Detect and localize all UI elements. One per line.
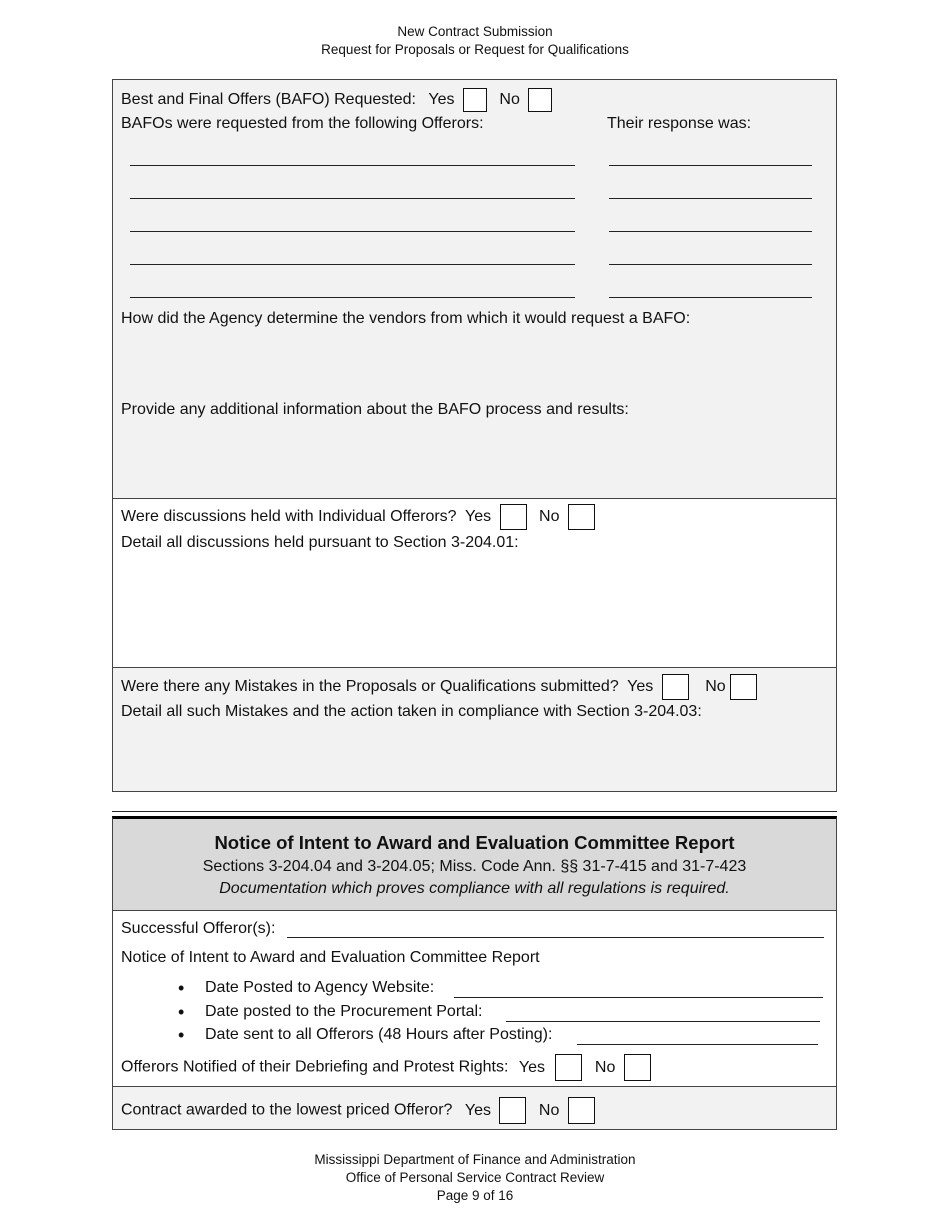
offeror-line-4[interactable] bbox=[130, 264, 575, 265]
notified-no-label: No bbox=[594, 1058, 616, 1076]
mistakes-detail: Detail all such Mistakes and the action taken in compliance with Section 3-204.03: bbox=[121, 703, 702, 720]
notified-yes-checkbox[interactable] bbox=[555, 1054, 582, 1081]
discussions-yes-label: Yes bbox=[465, 508, 492, 526]
bullet-dot: • bbox=[178, 1002, 185, 1022]
offeror-line-5[interactable] bbox=[130, 297, 575, 298]
bullet-text: Date sent to all Offerors (48 Hours after Posting): bbox=[205, 1026, 553, 1043]
bafo-section bbox=[112, 79, 837, 499]
discussions-question: Were discussions held with Individual Offerors? bbox=[121, 508, 457, 526]
offeror-line-3[interactable] bbox=[130, 231, 575, 232]
lowest-yes-checkbox[interactable] bbox=[499, 1097, 526, 1124]
header-line-1: New Contract Submission bbox=[397, 24, 553, 39]
discussions-yes-checkbox[interactable] bbox=[500, 504, 527, 530]
bullet-item-offerors bbox=[178, 1025, 553, 1045]
bafo-additional-question: Provide any additional information about the BAFO process and results: bbox=[121, 401, 629, 418]
bafo-requested-label: Best and Final Offers (BAFO) Requested: bbox=[121, 91, 416, 109]
bullet-text: Date posted to the Procurement Portal: bbox=[205, 1003, 483, 1020]
lowest-yes-label: Yes bbox=[464, 1101, 491, 1119]
offeror-line-2[interactable] bbox=[130, 198, 575, 199]
footer-line-1: Mississippi Department of Finance and Administration bbox=[314, 1152, 636, 1167]
offeror-line-1[interactable] bbox=[130, 165, 575, 166]
bullet-item-website bbox=[178, 978, 435, 998]
bullet-item-portal bbox=[178, 1002, 483, 1022]
footer-line-2: Office of Personal Service Contract Review bbox=[345, 1170, 605, 1185]
bullet-text: Date Posted to Agency Website: bbox=[205, 979, 435, 996]
bafo-no-label: No bbox=[499, 91, 520, 109]
lowest-price-question: Contract awarded to the lowest priced Offeror? bbox=[121, 1101, 453, 1119]
lowest-no-checkbox[interactable] bbox=[568, 1097, 595, 1124]
notified-label: Offerors Notified of their Debriefing and Protest Rights: bbox=[121, 1058, 509, 1076]
discussions-section bbox=[112, 498, 837, 668]
notice-title-box bbox=[112, 816, 837, 911]
mistakes-yes-checkbox[interactable] bbox=[662, 674, 689, 700]
response-line-4[interactable] bbox=[609, 264, 812, 265]
lowest-price-section bbox=[112, 1086, 837, 1130]
notified-row bbox=[121, 1054, 651, 1081]
successful-offeror-row bbox=[121, 919, 275, 939]
notified-yes-label: Yes bbox=[518, 1058, 546, 1076]
notice-title: Notice of Intent to Award and Evaluation Committee Report bbox=[214, 832, 735, 853]
mistakes-no-checkbox[interactable] bbox=[730, 674, 757, 700]
date-sent-line[interactable] bbox=[577, 1044, 818, 1045]
discussions-row bbox=[121, 504, 595, 530]
notice-sections: Sections 3-204.04 and 3-204.05; Miss. Code Ann. §§ 31-7-415 and 31-7-423 bbox=[202, 858, 747, 875]
discussions-no-label: No bbox=[539, 508, 560, 526]
response-line-2[interactable] bbox=[609, 198, 812, 199]
bafo-yes-label: Yes bbox=[428, 91, 455, 109]
section-divider-thin bbox=[112, 811, 837, 812]
notice-content-box bbox=[112, 910, 837, 1087]
date-website-line[interactable] bbox=[454, 997, 823, 998]
mistakes-question: Were there any Mistakes in the Proposals or Qualifications submitted? bbox=[121, 678, 619, 696]
discussions-no-checkbox[interactable] bbox=[568, 504, 595, 530]
mistakes-row bbox=[121, 674, 757, 700]
date-portal-line[interactable] bbox=[506, 1021, 820, 1022]
mistakes-yes-label: Yes bbox=[627, 678, 654, 696]
response-line-1[interactable] bbox=[609, 165, 812, 166]
footer-page-number: Page 9 of 16 bbox=[436, 1188, 514, 1203]
response-line-3[interactable] bbox=[609, 231, 812, 232]
notice-note: Documentation which proves compliance with all regulations is required. bbox=[219, 880, 730, 897]
mistakes-no-label: No bbox=[705, 678, 726, 696]
bafo-yes-checkbox[interactable] bbox=[463, 88, 487, 112]
bafo-requested-row bbox=[121, 88, 552, 112]
header-line-2: Request for Proposals or Request for Qualifications bbox=[321, 42, 629, 57]
bafo-response-label: Their response was: bbox=[607, 115, 752, 132]
bafo-determine-question: How did the Agency determine the vendors from which it would request a BAFO: bbox=[121, 310, 691, 327]
bafo-no-checkbox[interactable] bbox=[528, 88, 552, 112]
mistakes-section bbox=[112, 667, 837, 792]
response-line-5[interactable] bbox=[609, 297, 812, 298]
bafo-offerors-label: BAFOs were requested from the following Offerors: bbox=[121, 115, 484, 132]
bullet-dot: • bbox=[178, 1025, 185, 1045]
successful-offeror-label: Successful Offeror(s): bbox=[121, 920, 276, 937]
notified-no-checkbox[interactable] bbox=[624, 1054, 651, 1081]
notice-report-label: Notice of Intent to Award and Evaluation Committee Report bbox=[121, 949, 540, 966]
discussions-detail: Detail all discussions held pursuant to Section 3-204.01: bbox=[121, 534, 519, 551]
bullet-dot: • bbox=[178, 978, 185, 998]
lowest-no-label: No bbox=[538, 1101, 560, 1119]
successful-offeror-line[interactable] bbox=[287, 937, 824, 938]
lowest-price-row bbox=[121, 1097, 595, 1124]
